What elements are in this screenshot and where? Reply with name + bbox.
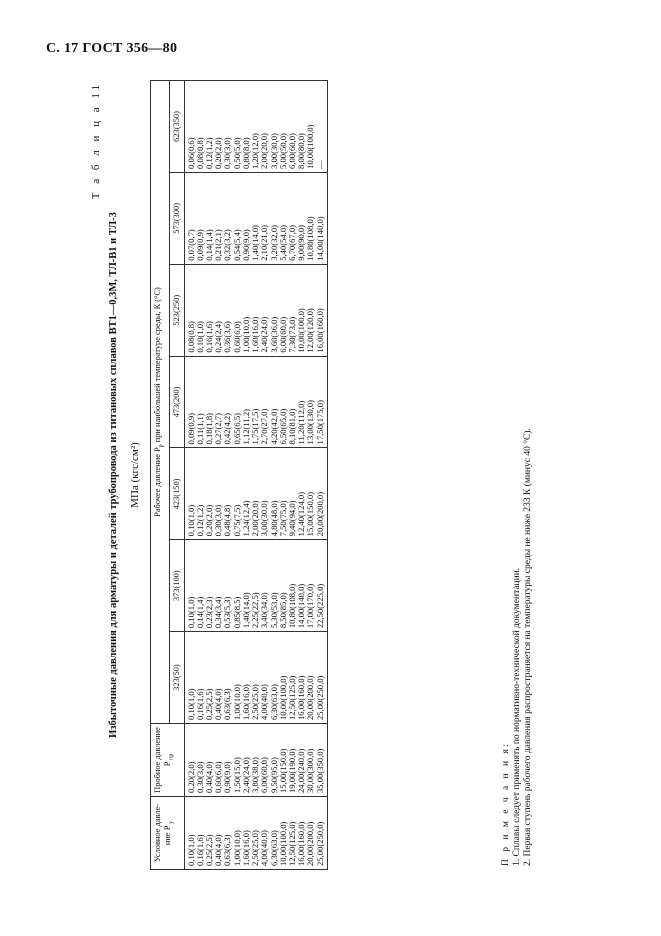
table-cell: 0,63(6,3)	[222, 834, 233, 866]
table-cell: 0,08(0,8)	[194, 137, 205, 169]
column-conditional	[184, 797, 327, 870]
header-temp-323: 323(50)	[169, 632, 184, 724]
table-cell: 6,70(67,0)	[286, 224, 297, 261]
table-cell: 1,24(12,4)	[240, 500, 251, 537]
table-cell: 1,60(16,0)	[240, 684, 251, 720]
table-cell: 1,60(16,0)	[240, 830, 251, 866]
table-cell: 0,90(9,0)	[222, 761, 233, 793]
table-cell: 20,00(200,0)	[305, 675, 316, 720]
table-cell: 0,30(3,0)	[222, 137, 233, 169]
table-cell: 0,20(2,0)	[185, 761, 196, 793]
table-cell: 12,00(120,0)	[305, 308, 316, 353]
table-cell: 5,40(54,0)	[277, 224, 288, 261]
table-cell: 6,30(63,0)	[268, 684, 279, 720]
table-cell: 0,85(8,5)	[231, 596, 242, 629]
table-cell: 0,11(1,1)	[194, 413, 205, 445]
table-cell: 5,30(53,0)	[268, 592, 279, 629]
table-cell: 0,20(2,0)	[204, 504, 215, 537]
table-cell: 0,90(9,0)	[240, 229, 251, 261]
table-cell: 16,00(160,0)	[296, 821, 307, 866]
table-cell: 10,00(100,0)	[277, 675, 288, 720]
table-cell: 0,30(3,0)	[213, 504, 224, 537]
pressure-table	[150, 80, 328, 870]
table-cell: 1,50(15,0)	[231, 757, 242, 793]
table-cell: 0,14(1,4)	[204, 229, 215, 261]
table-cell: 3,20(32,0)	[268, 224, 279, 261]
table-cell: 0,12(1,2)	[204, 137, 215, 169]
header-temp-523: 523(250)	[169, 264, 184, 356]
table-cell: 12,50(125,0)	[286, 675, 297, 720]
table-cell: 0,24(2,4)	[213, 321, 224, 353]
page-header: С. 17 ГОСТ 356—80	[46, 41, 178, 56]
table-cell: 0,12(1,2)	[194, 504, 205, 537]
table-cell: 6,30(63,0)	[268, 830, 279, 866]
header-row-1	[151, 81, 170, 870]
table-cell: 0,30(3,0)	[194, 761, 205, 793]
table-cell: 0,18(1,8)	[204, 412, 215, 445]
header-conditional-pressure: Условное давле-ние P $_у$	[151, 797, 185, 870]
header-working-pressure: Рабочее давление $P_р$ при наибольшей температуре среды, К (°С)	[151, 81, 170, 724]
table-cell: 0,25(2,5)	[204, 688, 215, 720]
note-item-2: 2. Первая ступень рабочего давления распространяется на температуры среды не ниже 233 К (минус 40 °С).	[523, 428, 533, 866]
table-cell: 6,50(65,0)	[277, 408, 288, 445]
table-cell: 12,40(124,0)	[296, 491, 307, 537]
table-cell: 0,48(4,8)	[222, 504, 233, 537]
table-cell: 10,80(108,0)	[305, 216, 316, 261]
table-cell: 2,00(20,0)	[259, 133, 270, 169]
table-cell: 1,12(11,2)	[240, 408, 251, 445]
table-cell: 0,42(4,2)	[222, 412, 233, 445]
column-t623	[184, 81, 327, 173]
table-cell: 3,40(34,0)	[259, 592, 270, 629]
table-cell: 10,00(100,0)	[296, 308, 307, 353]
table-cell: 0,16(1,6)	[194, 688, 205, 720]
table-cell: 0,16(1,6)	[194, 834, 205, 866]
column-t473	[184, 356, 327, 448]
table-cell: 16,00(160,0)	[296, 675, 307, 720]
table-cell: 0,32(3,2)	[222, 229, 233, 261]
table-cell: 0,40(4,0)	[213, 688, 224, 720]
header-temp-473: 473(200)	[169, 356, 184, 448]
table-cell: 8,50(85,0)	[277, 592, 288, 629]
table-cell: 0,06(0,6)	[185, 137, 196, 169]
header-temp-573: 573(300)	[169, 172, 184, 264]
table-cell: 0,10(1,0)	[185, 834, 196, 866]
table-cell: 8,10(81,0)	[286, 408, 297, 445]
table-cell: 0,40(4,0)	[204, 761, 215, 793]
table-cell: 19,00(190,0)	[286, 748, 297, 793]
table-cell: 6,00(60,0)	[259, 757, 270, 793]
table-cell: 10,00(100,0)	[277, 821, 288, 866]
table-cell: 20,00(200,0)	[305, 821, 316, 866]
table-cell: 4,00(40,0)	[259, 830, 270, 866]
table-cell: 6,00(60,0)	[286, 133, 297, 169]
table-cell: 7,50(75,0)	[277, 500, 288, 537]
table-cell: 0,60(6,0)	[213, 761, 224, 793]
table-cell: 2,10(21,0)	[259, 224, 270, 261]
table-cell: 2,50(25,0)	[250, 830, 261, 866]
table-cell: 15,00(150,0)	[277, 748, 288, 793]
header-temp-373: 373(100)	[169, 540, 184, 632]
table-cell: 6,00(60,0)	[277, 316, 288, 353]
column-t323	[184, 632, 327, 724]
table-cell: 35,00(350,0)	[314, 748, 325, 793]
table-cell: 2,00(20,0)	[250, 500, 261, 537]
table-cell: 0,36(3,6)	[222, 321, 233, 353]
table-cell: 0,10(1,0)	[185, 504, 196, 537]
table-cell: 1,40(14,0)	[250, 224, 261, 261]
table-cell: 0,14(1,4)	[194, 596, 205, 629]
table-cell: 5,00(50,0)	[277, 133, 288, 169]
table-cell: 9,50(95,0)	[268, 757, 279, 793]
table-cell: 10,80(108,0)	[286, 583, 297, 629]
table-cell: 2,50(25,0)	[250, 684, 261, 720]
table-cell: 3,60(36,0)	[268, 316, 279, 353]
table-cell: 1,00(10,0)	[231, 830, 242, 866]
table-cell: 0,09(0,9)	[194, 229, 205, 261]
table-cell: 0,54(5,4)	[231, 229, 242, 261]
table-cell: 0,09(0,9)	[185, 412, 196, 445]
table-cell: 1,20(12,0)	[250, 133, 261, 169]
table-title: Избыточные давления для арматуры и деталей трубопровода из титановых сплавов ВТ1—0,3М, ТЛ-В1 и ТЛ-3	[108, 212, 119, 738]
table-cell: 0,23(2,3)	[204, 596, 215, 629]
table-cell: 0,16(1,6)	[204, 321, 215, 353]
table-cell: 0,60(6,0)	[231, 321, 242, 353]
table-cell: 12,50(125,0)	[286, 821, 297, 866]
table-cell: 24,00(240,0)	[296, 748, 307, 793]
table-cell: 8,00(80,0)	[296, 133, 307, 169]
table-cell: 0,34(3,4)	[213, 596, 224, 629]
table-cell: 2,40(24,0)	[240, 757, 251, 793]
table-cell: 0,53(5,3)	[222, 596, 233, 629]
table-cell: 4,20(42,0)	[268, 408, 279, 445]
table-cell: 0,25(2,5)	[204, 834, 215, 866]
table-cell: 17,00(170,0)	[305, 583, 316, 629]
table-cell: 0,27(2,7)	[213, 412, 224, 445]
table-cell: 7,30(73,0)	[286, 316, 297, 353]
table-cell: 0,10(1,0)	[185, 688, 196, 720]
table-cell: 0,08(0,8)	[185, 321, 196, 353]
table-cell: 14,00(140,0)	[314, 216, 325, 261]
column-t523	[184, 264, 327, 356]
table-cell: 0,63(6,3)	[222, 688, 233, 720]
table-cell: 2,70(27,0)	[259, 408, 270, 445]
table-cell: 0,10(1,0)	[185, 596, 196, 629]
table-cell: 9,00(90,0)	[296, 224, 307, 261]
table-cell: 0,75(7,5)	[231, 504, 242, 537]
table-cell: 1,00(10,0)	[231, 684, 242, 720]
table-cell: 22,50(225,0)	[314, 583, 325, 629]
table-cell: 1,60(16,0)	[250, 316, 261, 353]
table-cell: 30,00(300,0)	[305, 748, 316, 793]
table-cell: 3,80(38,0)	[250, 757, 261, 793]
table-cell: 2,40(24,0)	[259, 316, 270, 353]
table-cell: 1,40(14,0)	[240, 592, 251, 629]
header-temp-623: 623(350)	[169, 81, 184, 173]
table-cell: 25,00(250,0)	[314, 821, 325, 866]
table-cell: 3,00(30,0)	[268, 133, 279, 169]
column-t573	[184, 172, 327, 264]
column-t373	[184, 540, 327, 632]
table-cell: 9,40(94,0)	[286, 500, 297, 537]
table-cell: 2,25(22,5)	[250, 592, 261, 629]
table-cell: 4,00(40,0)	[259, 684, 270, 720]
table-cell: 14,00(140,0)	[296, 583, 307, 629]
table-cell: 10,00(100,0)	[305, 124, 316, 169]
table-cell: 0,80(8,0)	[240, 137, 251, 169]
table-cell: 1,00(10,0)	[240, 316, 251, 353]
table-cell: 0,40(4,0)	[213, 834, 224, 866]
table-cell: 0,65(6,5)	[231, 412, 242, 445]
table-cell: 16,00(160,0)	[314, 308, 325, 353]
table-cell: 0,07(0,7)	[185, 229, 196, 261]
note-item-1: 1. Сплавы следует применять по нормативно-технической документации.	[512, 567, 522, 866]
table-cell: 13,00(130,0)	[305, 400, 316, 445]
table-cell: 0,10(1,0)	[194, 321, 205, 353]
table-cell: 0,21(2,1)	[213, 229, 224, 261]
column-t423	[184, 448, 327, 540]
table-cell: 3,00(30,0)	[259, 500, 270, 537]
table-body-row	[184, 81, 327, 870]
notes-title: П р и м е ч а н и я:	[501, 741, 511, 866]
table-cell: 17,50(175,0)	[314, 400, 325, 445]
table-cell: 0,20(2,0)	[213, 137, 224, 169]
table-cell: 15,00(150,0)	[305, 491, 316, 537]
header-test-pressure: Пробное давление P $_{пр}$	[151, 724, 185, 797]
table-unit: МПа (кгс/см²)	[129, 442, 141, 508]
column-test	[184, 724, 327, 797]
rotated-content	[86, 80, 576, 870]
table-cell: 11,20(112,0)	[296, 400, 307, 445]
table-cell: 20,00(200,0)	[314, 491, 325, 537]
table-cell: 4,80(48,0)	[268, 500, 279, 537]
table-cell: 0,50(5,0)	[231, 137, 242, 169]
header-temp-423: 423(150)	[169, 448, 184, 540]
table-number: Т а б л и ц а 11	[90, 82, 102, 200]
table-cell: —	[314, 160, 325, 169]
notes	[501, 86, 534, 866]
table-cell: 1,75(17,5)	[250, 408, 261, 445]
table-cell: 25,00(250,0)	[314, 675, 325, 720]
